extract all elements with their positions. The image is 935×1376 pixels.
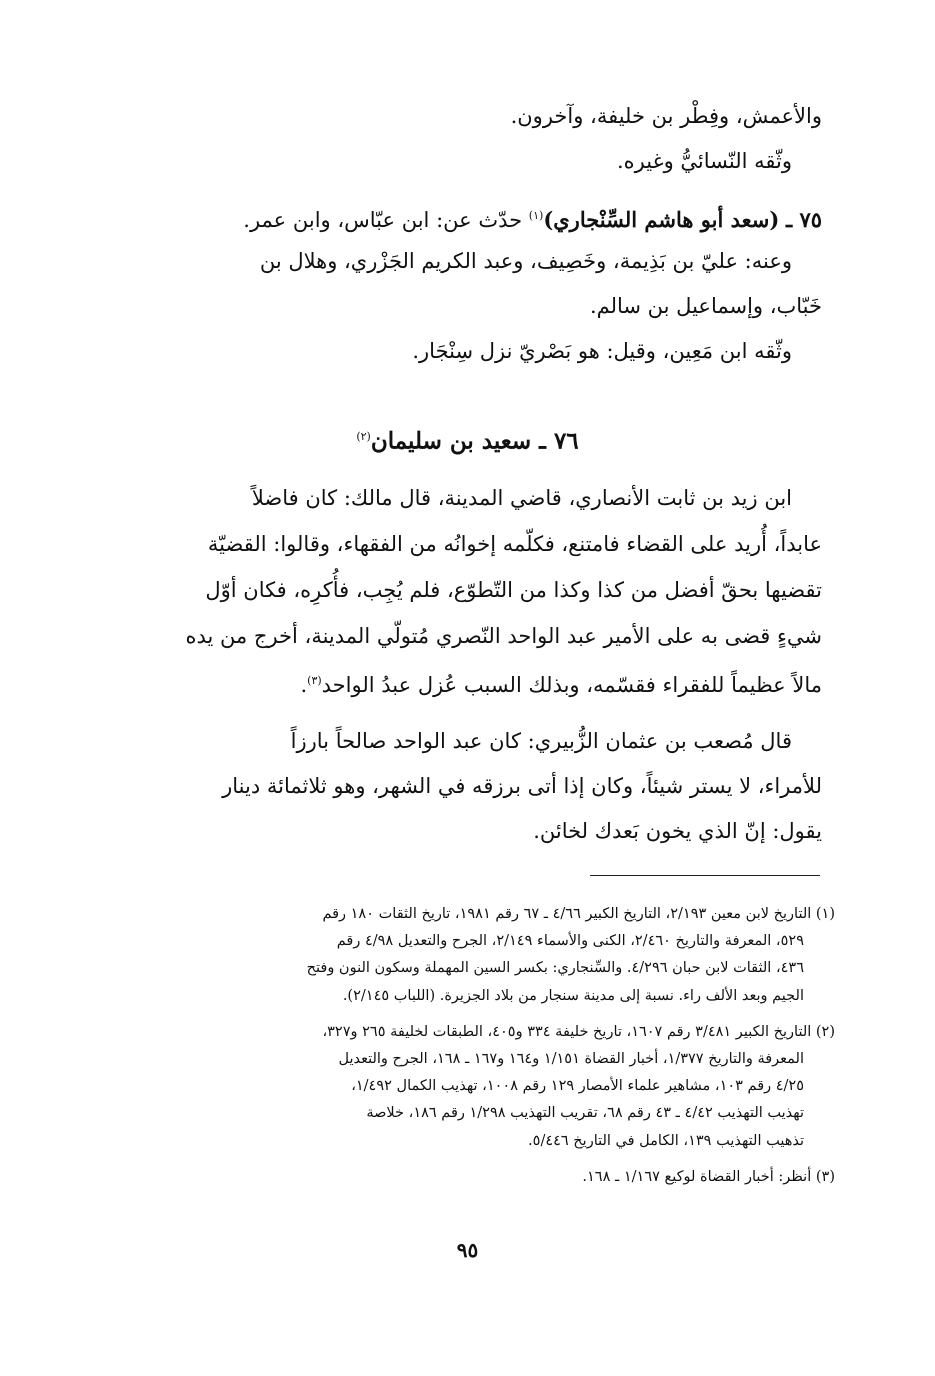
entry-76-para-1-last-text: مالاً عظيماً للفقراء فقسّمه، وبذلك السبب عُزل عبدُ الواحد	[321, 673, 822, 697]
footnote-separator	[590, 875, 820, 876]
entry-76-para-1-line-1: ابن زيد بن ثابت الأنصاري، قاضي المدينة، قال مالك: كان فاضلاً	[251, 486, 792, 510]
page-number: ٩٥	[456, 1238, 479, 1262]
entry-75-line-2: وعنه: عليّ بن بَذِيمة، وخَصِيف، وعبد الكريم الجَزْري، وهلال بن	[259, 249, 792, 273]
entry-76-para-2-line-3: يقول: إنّ الذي يخون بَعدك لخائن.	[533, 819, 822, 843]
footnote-ref-1: (١)	[528, 209, 544, 222]
entry-75-line-1-rest: حدّث عن: ابن عبّاس، وابن عمر.	[243, 208, 523, 232]
footnote-ref-3: (٣)	[307, 674, 322, 687]
footnote-2-line-1: (٢) التاريخ الكبير ٣/٤٨١ رقم ١٦٠٧، تاريخ خليفة ٣٣٤ و٤٠٥، الطبقات لخليفة ٢٦٥ و٣٢٧،	[322, 1024, 835, 1040]
footnote-3: (٣) أنظر: أخبار القضاة لوكيع ١/١٦٧ ـ ١٦٨.	[582, 1169, 835, 1185]
entry-75-line-3: خَبّاب، وإسماعيل بن سالم.	[589, 294, 822, 318]
entry-76-para-1-line-3: تقضيها بحقّ أفضل من كذا وكذا من التّطوّع، فلم يُجِب، فأُكرِه، فكان أوّل	[205, 578, 822, 602]
footnote-2-line-4: تهذيب التهذيب ٤/٤٢ ـ ٤٣ رقم ٦٨، تقريب التهذيب ١/٢٩٨ رقم ١٨٦، خلاصة	[366, 1105, 804, 1121]
entry-75-number: ٧٥ ـ	[785, 207, 822, 232]
footnote-ref-2: (٢)	[356, 430, 371, 443]
footnote-1-line-1: (١) التاريخ لابن معين ٢/١٩٣، التاريخ الكبير ٤/٦٦ ـ ٦٧ رقم ١٩٨١، تاريخ الثقات ١٨٠ رقم	[322, 906, 835, 922]
entry-74-line-1: والأعمش، وفِطْر بن خليفة، وآخرون.	[510, 104, 822, 128]
entry-76-para-1-line-5	[0, 666, 935, 700]
entry-75-line-4: وثّقه ابن مَعِين، وقيل: هو بَصْريّ نزل سِنْجَار.	[412, 339, 792, 363]
footnote-2-line-3: ٤/٢٥ رقم ١٠٣، مشاهير علماء الأمصار ١٢٩ رقم ١٠٠٨، تهذيب الكمال ١/٤٩٢،	[351, 1078, 804, 1094]
footnote-2-line-2: المعرفة والتاريخ ١/٣٧٧، أخبار القضاة ١/١٥١ و١٦٤ و١٦٧ ـ ١٦٨، الجرح والتعديل	[338, 1051, 804, 1067]
footnote-1-line-3: ٤٣٦، الثقات لابن حبان ٤/٢٩٦. والسِّنجاري: بكسر السين المهملة وسكون النون وفتح	[306, 960, 804, 976]
entry-75-line-1	[0, 201, 935, 235]
footnote-2-line-5: تذهيب التهذيب ١٣٩، الكامل في التاريخ ٥/٤٤٦.	[528, 1133, 804, 1149]
entry-76-para-1-line-4: شيءٍ قضى به على الأمير عبد الواحد النّصري مُتولّي المدينة، أخرج من يده	[185, 624, 822, 648]
entry-76-heading	[0, 422, 935, 457]
entry-76-para-1-line-2: عابداً، أُريد على القضاء فامتنع، فكلّمه إخوانُه من الفقهاء، وقالوا: القضيّة	[207, 532, 822, 556]
entry-76-para-2-line-2: للأمراء، لا يستر شيئاً، وكان إذا أتى برزقه في الشهر، وهو ثلاثمائة دينار	[222, 774, 822, 798]
footnote-1-line-2: ٥٢٩، المعرفة والتاريخ ٢/٤٦٠، الكنى والأسماء ٢/١٤٩، الجرح والتعديل ٤/٩٨ رقم	[336, 933, 804, 949]
entry-76-heading-text: ٧٦ ـ سعيد بن سليمان	[370, 427, 579, 455]
entry-74-line-2: وثّقه النّسائيُّ وغيره.	[617, 149, 792, 173]
full-stop: .	[300, 673, 308, 697]
entry-75-name: (سعد أبو هاشم السِّنْجاري)	[543, 207, 780, 232]
footnote-1-line-4: الجيم وبعد الألف راء. نسبة إلى مدينة سنجار من بلاد الجزيرة. (اللباب ٢/١٤٥).	[342, 988, 804, 1004]
entry-76-para-2-line-1: قال مُصعب بن عثمان الزُّبيري: كان عبد الواحد صالحاً بارزاً	[290, 729, 792, 753]
